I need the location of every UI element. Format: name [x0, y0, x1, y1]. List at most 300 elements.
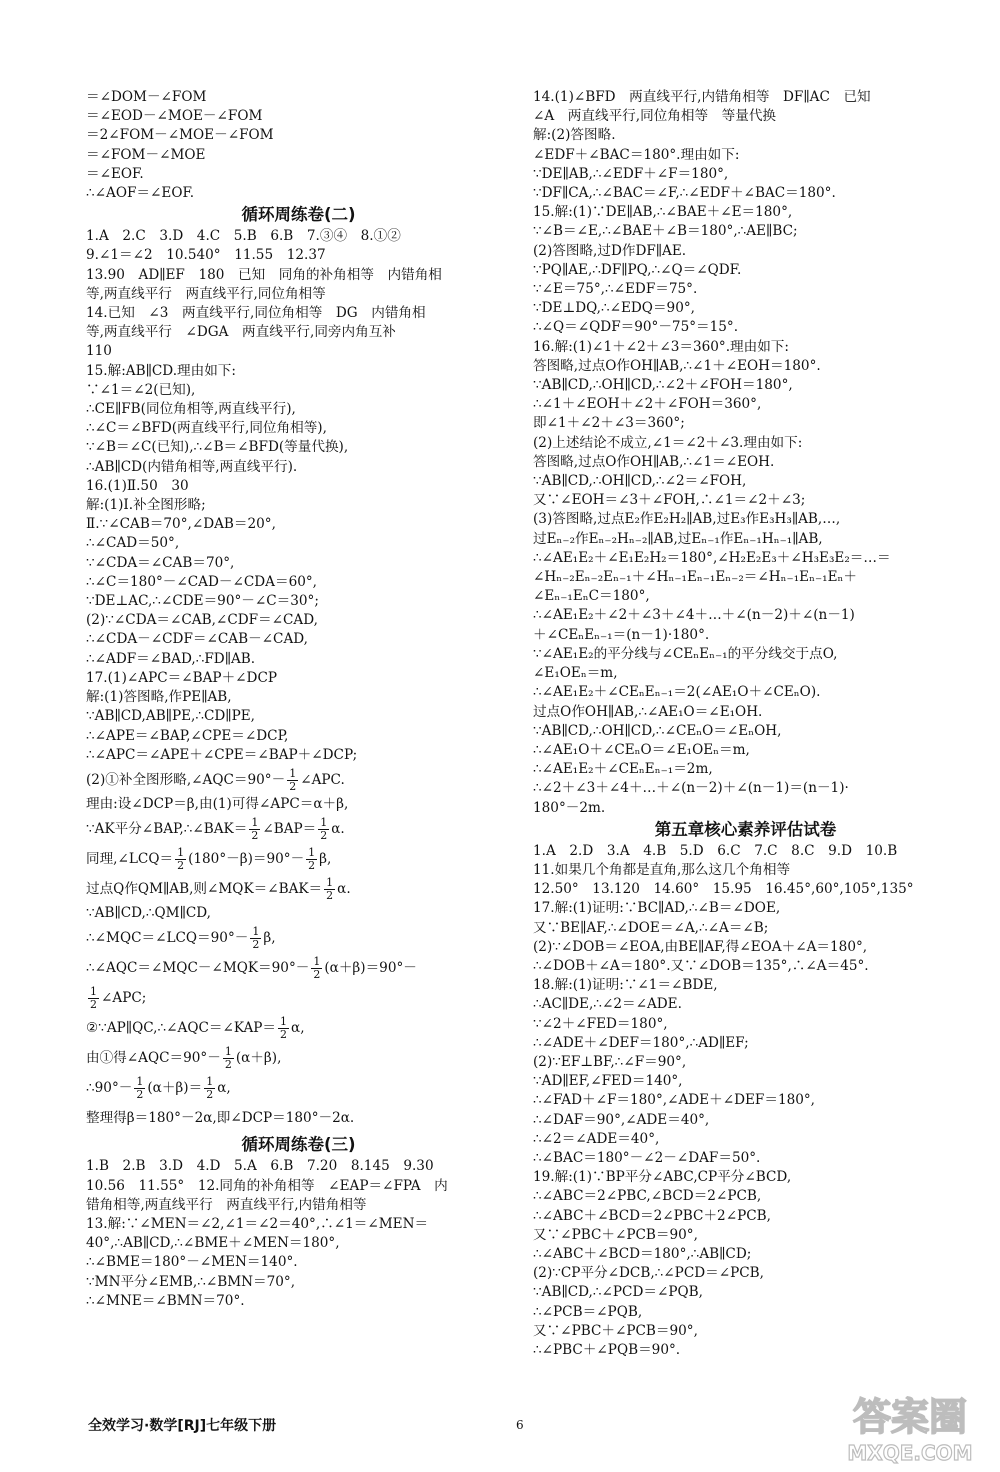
answer-line: [533, 203, 958, 222]
fraction-numerator: 1: [320, 816, 328, 830]
text-segment: ∴CE∥FB(同位角相等,两直线平行),: [86, 401, 296, 418]
answer-line: [533, 510, 958, 529]
text-segment: ∵DE⊥DQ,∴∠EDQ＝90°,: [533, 300, 695, 317]
answer-line: [86, 534, 511, 553]
fraction-numerator: 1: [90, 985, 97, 999]
answer-line: [533, 165, 958, 184]
text-segment: ∴∠FAD＋∠F＝180°,∠ADE＋∠DEF＝180°,: [533, 1092, 816, 1109]
watermark-text: 答案圈: [852, 1395, 968, 1439]
text-segment: α.: [331, 821, 345, 838]
fraction-denominator: 2: [136, 1088, 144, 1102]
text-segment: 18.解:(1)证明:∵∠1＝∠BDE,: [533, 977, 718, 994]
text-segment: ∴∠ABC＋∠BCD＝2∠PBC＋2∠PCB,: [533, 1207, 771, 1224]
text-segment: (2)上述结论不成立,∠1＝∠2＋∠3.理由如下:: [533, 434, 803, 451]
answer-line: [86, 1157, 511, 1176]
answer-line: [86, 844, 511, 874]
answer-line: [86, 1215, 511, 1234]
answer-line: [533, 779, 958, 798]
fraction-denominator: 2: [313, 968, 321, 982]
text-segment: ∴∠ADE＋∠DEF＝180°,∴AD∥EF;: [533, 1034, 749, 1051]
text-segment: ∵AB∥CD,∴OH∥CD,∴∠2＝∠FOH,: [533, 473, 747, 490]
text-segment: 12.50° 13.120 14.60° 15.95 16.45°,60°,105°,135°: [533, 881, 914, 898]
fraction-denominator: 2: [320, 829, 328, 843]
text-segment: ∴∠ABC＝2∠PBC,∠BCD＝2∠PCB,: [533, 1188, 762, 1205]
text-segment: 错角相等,两直线平行 两直线平行,内错角相等: [86, 1196, 367, 1213]
text-segment: ∵AK平分∠BAP,∴∠BAK＝: [86, 821, 248, 838]
answer-line: [533, 741, 958, 760]
fraction-numerator: 1: [326, 876, 334, 890]
text-segment: ∵AB∥CD,∴OH∥CD,∴∠CEₙO＝∠EₙOH,: [533, 722, 782, 739]
fraction: [250, 926, 261, 951]
text-segment: 解:(2)答图略.: [533, 127, 616, 144]
answer-line: [533, 107, 958, 126]
answer-line: [533, 549, 958, 568]
text-segment: ∠BAP＝: [262, 821, 317, 838]
text-segment: ∵DE∥AB,∴∠EDF＋∠F＝180°,: [533, 165, 729, 182]
answer-line: [86, 1253, 511, 1272]
answer-line: [86, 983, 511, 1013]
text-segment: 15.解:AB∥CD.理由如下:: [86, 362, 236, 379]
text-segment: ＝∠EOD－∠MOE－∠FOM: [86, 108, 263, 125]
text-segment: 又∵BE∥AF,∴∠DOE＝∠A,∴∠A＝∠B;: [533, 919, 769, 936]
answer-line: [533, 703, 958, 722]
text-segment: ∴∠AE₁E₂＋∠CEₙEₙ₋₁＝2m,: [533, 761, 713, 778]
text-segment: ∴∠DOB＋∠A＝180°.又∵∠DOB＝135°,∴∠A＝45°.: [533, 957, 869, 974]
answer-line: [533, 1341, 958, 1360]
text-segment: ∴AB∥CD(内错角相等,两直线平行).: [86, 458, 298, 475]
text-segment: 又∵∠EOH＝∠3＋∠FOH,∴∠1＝∠2＋∠3;: [533, 492, 806, 509]
text-segment: 14.已知 ∠3 两直线平行,同位角相等 DG 内错角相: [86, 305, 426, 322]
text-segment: 1.A 2.C 3.D 4.C 5.B 6.B 7.③④ 8.①②: [86, 228, 401, 245]
answer-line: [86, 184, 511, 203]
text-segment: ＝∠DOM－∠FOM: [86, 89, 207, 105]
answer-line: [533, 491, 958, 510]
text-segment: 17.(1)∠APC＝∠BAP＋∠DCP: [86, 669, 277, 686]
text-segment: ∴∠CDA－∠CDF＝∠CAB－∠CAD,: [86, 631, 308, 648]
text-segment: ∵∠B＝∠C(已知),∴∠B＝∠BFD(等量代换),: [86, 439, 349, 456]
text-segment: ∵DE⊥AC,∴∠CDE＝90°－∠C＝30°;: [86, 593, 319, 610]
right-column: [533, 88, 958, 1360]
answer-line: [533, 280, 958, 299]
text-segment: ∵MN平分∠EMB,∴∠BMN＝70°,: [86, 1273, 296, 1290]
answer-line: [533, 645, 958, 664]
answer-line: [86, 362, 511, 381]
answer-line: [533, 1091, 958, 1110]
answer-line: [86, 874, 511, 904]
text-segment: ∴∠APE＝∠BAP,∠CPE＝∠DCP,: [86, 727, 289, 744]
text-segment: ∴∠1＋∠EOH＋∠2＋∠FOH＝360°,: [533, 396, 762, 413]
fraction-numerator: 1: [136, 1075, 144, 1089]
text-segment: 9.∠1＝∠2 10.540° 11.55 12.37: [86, 247, 326, 264]
answer-line: [86, 246, 511, 265]
text-segment: 由①得∠AQC＝90°－: [86, 1050, 221, 1067]
answer-line: [86, 342, 511, 361]
answer-line: [86, 746, 511, 765]
text-segment: ∴∠MQC＝∠LCQ＝90°－: [86, 930, 249, 947]
text-segment: 16.(1)Ⅱ.50 30: [86, 477, 189, 494]
answer-line: [533, 1034, 958, 1053]
text-segment: ∠A 两直线平行,同位角相等 等量代换: [533, 108, 777, 125]
text-segment: (2)∵∠DOB＝∠EOA,由BE∥AF,得∠EOA＋∠A＝180°,: [533, 938, 868, 955]
watermark-logo: [835, 1388, 985, 1468]
text-segment: β,: [319, 851, 332, 868]
text-segment: 答图略,过点O作OH∥AB,∴∠1＋∠EOH＝180°.: [533, 357, 821, 374]
fraction: [278, 1016, 289, 1041]
fraction-denominator: 2: [252, 938, 260, 952]
text-segment: 10.56 11.55° 12.同角的补角相等 ∠EAP＝∠FPA 内: [86, 1177, 448, 1194]
text-segment: ∠EDF＋∠BAC＝180°.理由如下:: [533, 146, 740, 163]
text-segment: ＝∠EOF.: [86, 165, 144, 182]
answer-line: [533, 568, 958, 587]
text-segment: 17.解:(1)证明:∵BC∥AD,∴∠B＝∠DOE,: [533, 900, 781, 917]
text-segment: 整理得β＝180°－2α,即∠DCP＝180°－2α.: [86, 1110, 355, 1127]
text-segment: 答图略,过点O作OH∥AB,∴∠1＝∠EOH.: [533, 453, 775, 470]
text-segment: ∵∠AE₁E₂的平分线与∠CEₙEₙ₋₁的平分线交于点O,: [533, 645, 838, 662]
answer-line: [86, 1273, 511, 1292]
answer-line: [86, 458, 511, 477]
text-segment: Ⅱ.∵∠CAB＝70°,∠DAB＝20°,: [86, 516, 276, 533]
answer-line: [86, 688, 511, 707]
text-segment: 13.90 AD∥EF 180 已知 同角的补角相等 内错角相: [86, 266, 442, 283]
answer-line: [533, 899, 958, 918]
answer-line: [533, 1207, 958, 1226]
text-segment: ②∵AP∥QC,∴∠AQC＝∠KAP＝: [86, 1020, 277, 1037]
text-segment: 180°－2m.: [533, 799, 606, 816]
fraction-denominator: 2: [326, 889, 334, 903]
answer-line: [533, 938, 958, 957]
answer-line: [86, 611, 511, 630]
answer-line: [86, 400, 511, 419]
fraction: [223, 1046, 234, 1071]
answer-line: [533, 414, 958, 433]
answer-line: [533, 842, 958, 861]
answer-line: [86, 707, 511, 726]
text-segment: 1.A 2.D 3.A 4.B 5.D 6.C 7.C 8.C 9.D 10.B: [533, 842, 898, 859]
fraction: [204, 1076, 215, 1101]
fraction: [175, 847, 186, 872]
answer-line: [86, 285, 511, 304]
answer-line: [86, 814, 511, 844]
answer-line: [86, 323, 511, 342]
answer-line: [86, 1177, 511, 1196]
answer-line: [533, 146, 958, 165]
answer-line: [86, 1103, 511, 1133]
text-segment: 16.解:(1)∠1＋∠2＋∠3＝360°.理由如下:: [533, 338, 789, 355]
answer-line: [86, 146, 511, 165]
fraction-numerator: 1: [224, 1045, 232, 1059]
answer-line: [533, 395, 958, 414]
answer-line: [533, 1015, 958, 1034]
text-segment: 同理,∠LCQ＝: [86, 851, 174, 868]
answer-line: [533, 976, 958, 995]
footer-book-title: 全效学习·数学[RJ]七年级下册: [88, 1418, 277, 1434]
text-segment: ∴∠BAC＝180°－∠2－∠DAF＝50°.: [533, 1149, 761, 1166]
text-segment: 1.B 2.B 3.D 4.D 5.A 6.B 7.20 8.145 9.30: [86, 1158, 434, 1175]
answer-line: [86, 1043, 511, 1073]
fraction-denominator: 2: [289, 779, 297, 793]
fraction-denominator: 2: [206, 1088, 214, 1102]
text-segment: ∵AB∥CD,AB∥PE,∴CD∥PE,: [86, 708, 255, 725]
text-segment: ∵∠2＋∠FED＝180°,: [533, 1015, 668, 1032]
answer-line: [533, 376, 958, 395]
answer-line: [533, 1245, 958, 1264]
text-segment: ∴∠PBC＋∠PQB＝90°.: [533, 1342, 681, 1358]
fraction: [88, 986, 99, 1011]
text-segment: 理由:设∠DCP＝β,由(1)可得∠APC＝α＋β,: [86, 795, 349, 812]
text-segment: 解:(1)Ⅰ.补全图形略;: [86, 497, 206, 514]
text-segment: ∴∠MNE＝∠BMN＝70°.: [86, 1292, 245, 1309]
answer-line: [533, 606, 958, 625]
text-segment: (α＋β)＝90°－: [324, 960, 417, 977]
text-segment: (2)∵∠CDA＝∠CAB,∠CDF＝∠CAD,: [86, 612, 318, 629]
text-segment: 110: [86, 343, 112, 360]
answer-line: [86, 419, 511, 438]
section-heading: [533, 818, 958, 842]
text-segment: ∴∠PCB＝∠PQB,: [533, 1303, 643, 1320]
text-segment: ∠APC.: [300, 771, 345, 788]
fraction: [318, 817, 329, 842]
text-segment: ∴∠APC＝∠APE＋∠CPE＝∠BAP＋∠DCP;: [86, 746, 358, 763]
text-segment: ∴∠AOF＝∠EOF.: [86, 185, 195, 202]
text-segment: ∠APC;: [101, 990, 147, 1007]
answer-line: [533, 760, 958, 779]
answer-line: [533, 1303, 958, 1322]
text-segment: ∴∠Q＝∠QDF＝90°－75°＝15°.: [533, 319, 739, 336]
answer-line: [533, 1149, 958, 1168]
text-segment: 14.(1)∠BFD 两直线平行,内错角相等 DF∥AC 已知: [533, 89, 871, 105]
answer-line: [533, 453, 958, 472]
text-segment: 15.解:(1)∵DE∥AB,∴∠BAE＋∠E＝180°,: [533, 204, 793, 221]
answer-line: [86, 165, 511, 184]
answer-line: [86, 554, 511, 573]
answer-line: [86, 727, 511, 746]
answer-line: [533, 88, 958, 107]
answer-line: [86, 650, 511, 669]
text-segment: β,: [263, 930, 276, 947]
answer-line: [533, 683, 958, 702]
fraction-denominator: 2: [177, 859, 185, 873]
text-segment: ∵AB∥CD,∴QM∥CD,: [86, 905, 211, 922]
text-segment: ∠E₁OEₙ＝m,: [533, 665, 618, 682]
text-segment: (2)∵EF⊥BF,∴∠F＝90°,: [533, 1053, 687, 1070]
text-segment: ∠Hₙ₋₂Eₙ₋₂Eₙ₋₁＋∠Hₙ₋₁Eₙ₋₁Eₙ₋₂＝∠Hₙ₋₁Eₙ₋₁Eₙ＋: [533, 569, 857, 586]
answer-line: [86, 592, 511, 611]
watermark-url: MXQE.COM: [847, 1441, 973, 1465]
answer-line: [533, 995, 958, 1014]
text-segment: ∴∠AE₁E₂＋∠E₁E₂H₂＝180°,∠H₂E₂E₃＋∠H₃E₃E₂＝…＝: [533, 549, 891, 566]
answer-line: [533, 861, 958, 880]
answer-line: [533, 1072, 958, 1091]
fraction-denominator: 2: [308, 859, 316, 873]
answer-line: [533, 880, 958, 899]
fraction-denominator: 2: [280, 1028, 288, 1042]
fraction: [249, 817, 260, 842]
answer-line: [86, 227, 511, 246]
text-segment: ∴∠2＋∠3＋∠4＋…＋∠(n－2)＋∠(n－1)＝(n－1)·: [533, 780, 849, 797]
text-segment: 又∵∠PBC＋∠PCB＝90°,: [533, 1322, 698, 1339]
answer-line: [533, 1053, 958, 1072]
answer-line: [86, 669, 511, 688]
answer-line: [533, 242, 958, 261]
text-segment: α.: [337, 881, 351, 898]
answer-line: [533, 434, 958, 453]
text-segment: 循环周练卷(三): [241, 1135, 356, 1155]
text-segment: ∵DF∥CA,∴∠BAC＝∠F,∴∠EDF＋∠BAC＝180°.: [533, 185, 836, 202]
text-segment: ∴∠ABC＋∠BCD＝180°,∴AB∥CD;: [533, 1245, 752, 1262]
answer-line: [533, 626, 958, 645]
text-segment: ∴∠AQC＝∠MQC－∠MQK＝90°－: [86, 960, 310, 977]
fraction-denominator: 2: [224, 1058, 232, 1072]
answer-line: [86, 795, 511, 814]
fraction: [324, 877, 335, 902]
answer-line: [533, 1264, 958, 1283]
text-segment: 即∠1＋∠2＋∠3＝360°;: [533, 415, 685, 432]
text-segment: (2)答图略,过D作DF∥AE.: [533, 242, 687, 259]
section-heading: [86, 203, 511, 227]
answer-line: [86, 304, 511, 323]
fraction: [287, 768, 298, 793]
text-segment: (2)∵CP平分∠DCB,∴∠PCD＝∠PCB,: [533, 1265, 764, 1282]
answer-line: [86, 1292, 511, 1311]
answer-line: [86, 88, 511, 107]
answer-line: [86, 515, 511, 534]
text-segment: ∴∠C＝∠BFD(两直线平行,同位角相等),: [86, 420, 327, 437]
text-segment: 40°,∴AB∥CD,∴∠BME＋∠MEN＝180°,: [86, 1235, 340, 1252]
text-segment: ∴∠DAF＝90°,∠ADE＝40°,: [533, 1111, 710, 1128]
answer-line: [86, 953, 511, 983]
answer-line: [533, 184, 958, 203]
answer-line: [533, 530, 958, 549]
answer-line: [533, 472, 958, 491]
answer-line: [533, 261, 958, 280]
text-segment: ∴∠CAD＝50°,: [86, 535, 180, 552]
answer-line: [86, 630, 511, 649]
answer-line: [533, 1130, 958, 1149]
fraction-numerator: 1: [280, 1015, 288, 1029]
text-segment: ＋∠CEₙEₙ₋₁＝(n－1)·180°.: [533, 626, 710, 643]
answer-line: [86, 126, 511, 145]
fraction: [306, 847, 317, 872]
answer-line: [86, 438, 511, 457]
text-segment: 11.如果几个角都是直角,那么这几个角相等: [533, 861, 791, 878]
fraction-numerator: 1: [289, 766, 297, 780]
text-segment: ∴∠AE₁E₂＋∠CEₙEₙ₋₁＝2(∠AE₁O＋∠CEₙO).: [533, 684, 821, 701]
text-segment: ∵AB∥CD,∴∠PCD＝∠PQB,: [533, 1284, 703, 1301]
text-segment: 又∵∠PBC＋∠PCB＝90°,: [533, 1226, 698, 1243]
text-segment: 过点Q作QM∥AB,则∠MQK＝∠BAK＝: [86, 881, 323, 898]
text-segment: 等,两直线平行 两直线平行,同位角相等: [86, 285, 326, 302]
answer-line: [86, 765, 511, 795]
answer-line: [533, 1168, 958, 1187]
text-segment: (3)答图略,过点E₂作E₂H₂∥AB,过E₃作E₃H₃∥AB,…,: [533, 511, 841, 528]
text-segment: 过Eₙ₋₂作Eₙ₋₂Hₙ₋₂∥AB,过Eₙ₋₁作Eₙ₋₁Hₙ₋₁∥AB,: [533, 530, 823, 547]
text-segment: ∴∠BME＝180°－∠MEN＝140°.: [86, 1254, 298, 1271]
text-segment: ∵∠B＝∠E,∴∠BAE＋∠B＝180°,∴AE∥BC;: [533, 223, 798, 240]
answer-line: [533, 1187, 958, 1206]
text-segment: ∵AD∥EF,∠FED＝140°,: [533, 1073, 683, 1090]
answer-line: [533, 299, 958, 318]
left-column: [86, 88, 511, 1311]
text-segment: ∴∠2＝∠ADE＝40°,: [533, 1130, 660, 1147]
page-number: 6: [516, 1418, 524, 1432]
text-segment: ＝2∠FOM－∠MOE－∠FOM: [86, 127, 274, 144]
answer-line: [86, 923, 511, 953]
text-segment: α,: [217, 1080, 231, 1097]
answer-line: [86, 496, 511, 515]
fraction-denominator: 2: [90, 998, 97, 1012]
fraction-numerator: 1: [308, 846, 316, 860]
fraction-numerator: 1: [313, 955, 321, 969]
text-segment: ∴∠AE₁E₂＋∠2＋∠3＋∠4＋…＋∠(n－2)＋∠(n－1): [533, 607, 855, 624]
text-segment: ∴∠C＝180°－∠CAD－∠CDA＝60°,: [86, 573, 317, 590]
text-segment: ∴AC∥DE,∴∠2＝∠ADE.: [533, 996, 682, 1013]
answer-line: [86, 904, 511, 923]
text-segment: 过点O作OH∥AB,∴∠AE₁O＝∠E₁OH.: [533, 703, 763, 720]
text-segment: ∵∠E＝75°,∴∠EDF＝75°.: [533, 281, 698, 298]
text-segment: ∴90°－: [86, 1080, 133, 1097]
answer-line: [86, 477, 511, 496]
text-segment: 第五章核心素养评估试卷: [654, 819, 837, 839]
fraction: [134, 1076, 145, 1101]
answer-line: [86, 266, 511, 285]
answer-line: [533, 126, 958, 145]
answer-line: [533, 722, 958, 741]
text-segment: ∠Eₙ₋₁EₙC＝180°,: [533, 588, 650, 605]
text-segment: ∵PQ∥AE,∴DF∥PQ,∴∠Q＝∠QDF.: [533, 261, 742, 278]
text-segment: ∵AB∥CD,∴OH∥CD,∴∠2＋∠FOH＝180°,: [533, 377, 793, 394]
text-segment: (180°－β)＝90°－: [188, 851, 305, 868]
answer-line: [533, 1283, 958, 1302]
fraction-denominator: 2: [251, 829, 259, 843]
fraction: [311, 956, 322, 981]
fraction-numerator: 1: [252, 925, 260, 939]
fraction-numerator: 1: [251, 816, 259, 830]
answer-line: [86, 381, 511, 400]
fraction-numerator: 1: [177, 846, 185, 860]
text-segment: ＝∠FOM－∠MOE: [86, 146, 206, 163]
text-segment: (2)①补全图形略,∠AQC＝90°－: [86, 771, 286, 788]
text-segment: (α＋β)＝: [147, 1080, 203, 1097]
answer-line: [86, 1234, 511, 1253]
fraction-numerator: 1: [206, 1075, 214, 1089]
text-segment: 解:(1)答图略,作PE∥AB,: [86, 689, 232, 706]
text-segment: 19.解:(1)∵BP平分∠ABC,CP平分∠BCD,: [533, 1169, 792, 1186]
text-segment: 循环周练卷(二): [241, 205, 356, 225]
answer-line: [533, 919, 958, 938]
text-segment: ∵∠CDA＝∠CAB＝70°,: [86, 554, 235, 571]
answer-line: [86, 1013, 511, 1043]
answer-line: [533, 664, 958, 683]
answer-line: [86, 1196, 511, 1215]
text-segment: ∴∠AE₁O＋∠CEₙO＝∠E₁OEₙ＝m,: [533, 741, 750, 758]
text-segment: 等,两直线平行 ∠DGA 两直线平行,同旁内角互补: [86, 324, 396, 341]
answer-line: [533, 357, 958, 376]
answer-line: [533, 318, 958, 337]
text-segment: ∴∠ADF＝∠BAD,∴FD∥AB.: [86, 650, 256, 667]
answer-line: [86, 573, 511, 592]
answer-line: [533, 799, 958, 818]
answer-line: [533, 957, 958, 976]
text-segment: ∵∠1＝∠2(已知),: [86, 381, 196, 398]
section-heading: [86, 1133, 511, 1157]
text-segment: 13.解:∵∠MEN＝∠2,∠1＝∠2＝40°,∴∠1＝∠MEN＝: [86, 1215, 429, 1232]
answer-line: [533, 1322, 958, 1341]
answer-line: [86, 107, 511, 126]
answer-line: [533, 1226, 958, 1245]
answer-line: [86, 1073, 511, 1103]
answer-line: [533, 587, 958, 606]
text-segment: (α＋β),: [235, 1050, 282, 1067]
